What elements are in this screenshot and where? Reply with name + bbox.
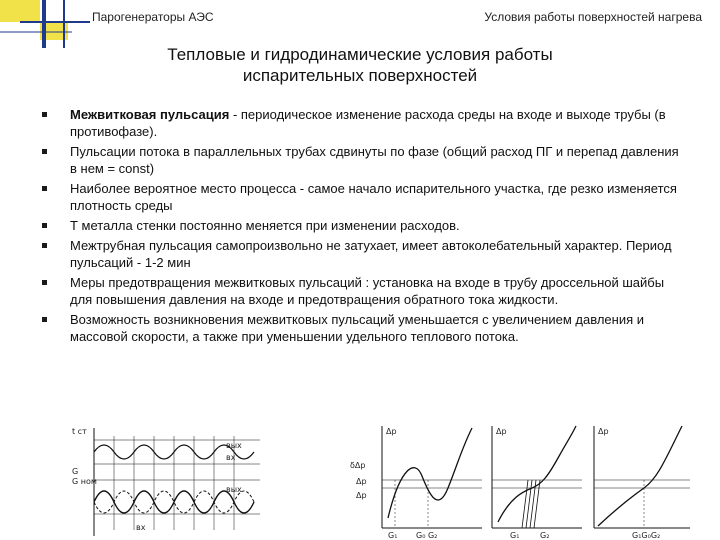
bullet-text: Т металла стенки постоянно меняется при изменении расходов. — [70, 218, 460, 233]
fig1-label-out-bottom: вых — [226, 485, 242, 494]
fig3-label-dp: Δp — [496, 427, 507, 436]
fig2-label-dp: Δp — [386, 427, 397, 436]
bullet-marker — [42, 223, 47, 228]
bullet-text: Межтрубная пульсация самопроизвольно не затухает, имеет автоколебательный характер. Период пульсаций - 1-2 мин — [70, 238, 672, 270]
fig3-label-g1: G₁ — [510, 531, 520, 540]
bullet-text: Меры предотвращения межвитковых пульсаций : установка на входе в трубу дроссельной шайбы для повышения давления на входе и предотвращения обратного тока жидкости. — [70, 275, 665, 307]
figure-oscillation-traces — [72, 427, 260, 536]
fig2-label-g0g2: G₀ G₂ — [416, 531, 438, 540]
bullet-item — [36, 143, 686, 177]
bullet-marker — [42, 149, 47, 154]
fig1-label-in-top: вх — [226, 453, 236, 462]
bullet-text: Пульсации потока в параллельных трубах сдвинуты по фазе (общий расход ПГ и перепад давления в нем = const) — [70, 144, 679, 176]
bullet-item — [36, 237, 686, 271]
bullet-item — [36, 106, 686, 140]
fig1-label-in-bottom: вх — [136, 523, 146, 532]
slide-title-line-2: испарительных поверхностей — [242, 66, 478, 85]
fig2-label-ddp: δΔp — [350, 461, 366, 470]
header-course-title: Парогенераторы АЭС — [92, 10, 214, 24]
header-decoration — [0, 0, 90, 48]
fig1-label-out-top: вых — [226, 441, 242, 450]
header-section-title: Условия работы поверхностей нагрева — [484, 10, 702, 24]
fig2-label-g1: G₁ — [388, 531, 398, 540]
slide-title-line-1: Тепловые и гидродинамические условия работы — [167, 45, 553, 64]
bullet-text: Наиболее вероятное место процесса - самое начало испарительного участка, где резко изменяется плотность среды — [70, 181, 677, 213]
bullet-item — [36, 311, 686, 345]
bullet-marker — [42, 112, 47, 117]
bullet-item — [36, 274, 686, 308]
bullet-item — [36, 180, 686, 214]
fig1-label-tst: t ст — [72, 427, 87, 436]
fig2-label-dp-2: Δp — [356, 477, 367, 486]
bullet-list — [36, 106, 686, 348]
bullet-text: Возможность возникновения межвитковых пульсаций уменьшается с увеличением давления и массовой скорости, а также при уменьшении удельного теплового потока. — [70, 312, 645, 344]
fig4-label-g: G₁G₀G₂ — [632, 531, 661, 540]
fig2-label-dp-3: Δp — [356, 491, 367, 500]
slide-title — [60, 44, 660, 86]
fig4-label-dp: Δp — [598, 427, 609, 436]
fig3-label-g2: G₂ — [540, 531, 550, 540]
figures-row — [70, 418, 710, 540]
figure-pressure-drop-2 — [492, 426, 582, 540]
fig1-label-gnom: G ном — [72, 477, 97, 486]
fig1-label-g: G — [72, 467, 79, 476]
figure-pressure-drop-3 — [594, 426, 690, 540]
bullet-item — [36, 217, 686, 234]
bullet-marker — [42, 280, 47, 285]
bullet-marker — [42, 186, 47, 191]
bullet-marker — [42, 243, 47, 248]
bullet-marker — [42, 317, 47, 322]
bullet-bold: Межвитковая пульсация — [70, 107, 230, 122]
bullet-text: - периодическое изменение расхода среды на входе и выходе трубы (в противофазе). — [70, 107, 666, 139]
figure-pressure-drop-1 — [350, 426, 482, 540]
